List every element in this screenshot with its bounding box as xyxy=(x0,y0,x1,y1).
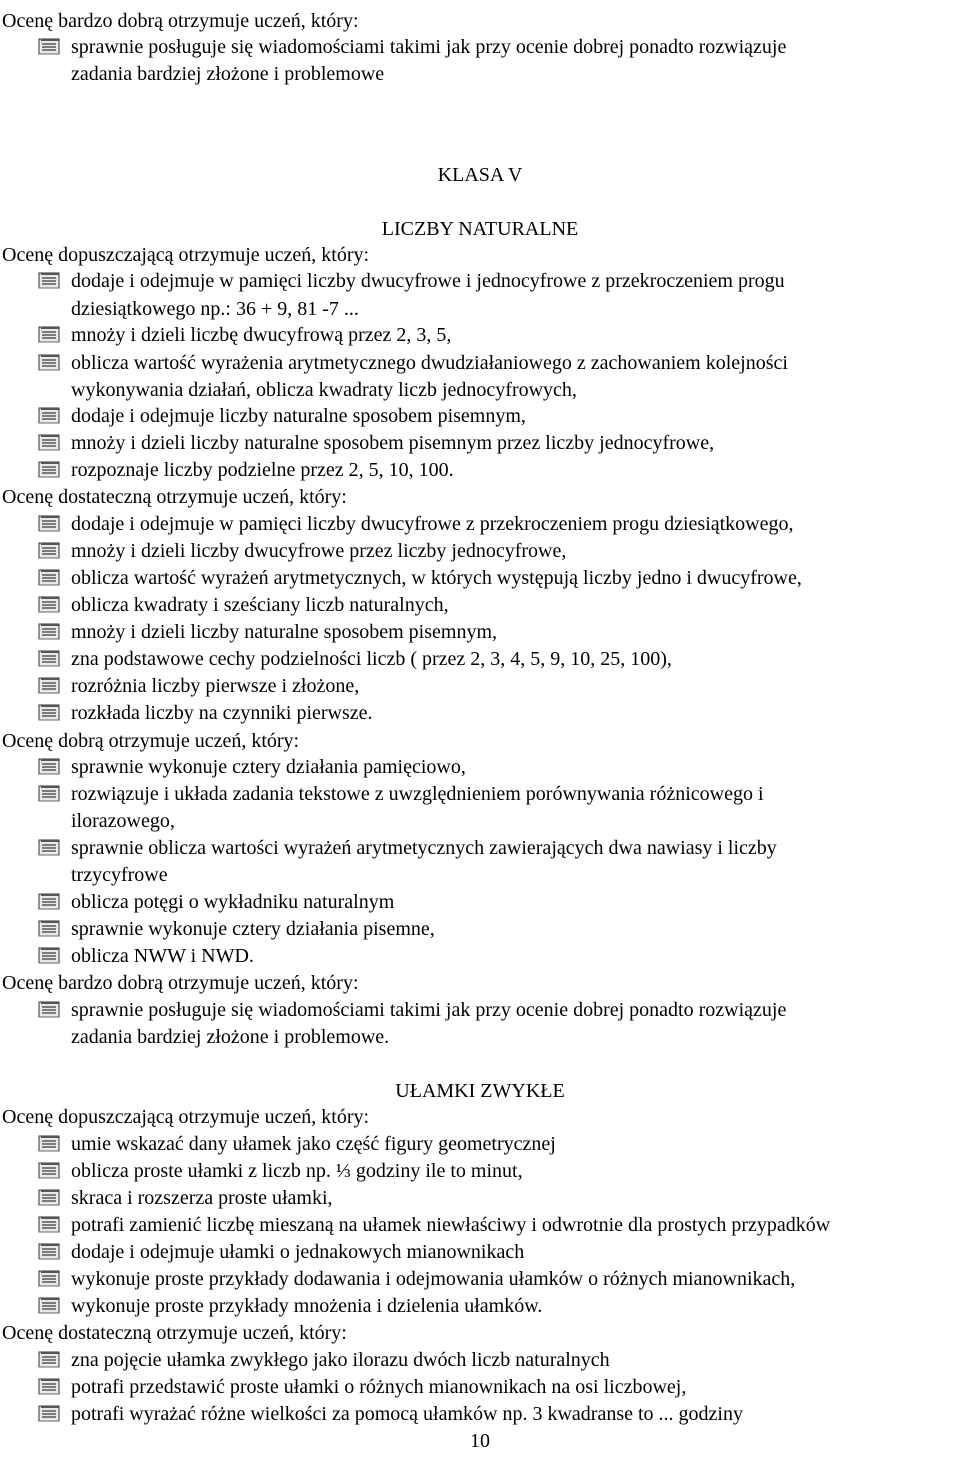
grade-heading: Ocenę bardzo dobrą otrzymuje uczeń, który: xyxy=(2,972,359,994)
notepad-bullet-icon xyxy=(38,677,60,694)
notepad-bullet-icon xyxy=(38,326,60,343)
list-item-text: oblicza potęgi o wykładniku naturalnym xyxy=(71,891,395,913)
list-item-continuation: trzycyfrowe xyxy=(71,864,168,886)
page-number: 10 xyxy=(470,1430,490,1452)
list-item-text: skraca i rozszerza proste ułamki, xyxy=(71,1187,333,1209)
notepad-bullet-icon xyxy=(38,38,60,55)
grade-heading: Ocenę dostateczną otrzymuje uczeń, który: xyxy=(2,1322,347,1344)
list-item-continuation: wykonywania działań, oblicza kwadraty liczb jednocyfrowych, xyxy=(71,379,577,401)
list-item-text: mnoży i dzieli liczby naturalne sposobem pisemnym, xyxy=(71,621,498,643)
list-item-text: umie wskazać dany ułamek jako część figury geometrycznej xyxy=(71,1133,556,1155)
notepad-bullet-icon xyxy=(38,1162,60,1179)
notepad-bullet-icon xyxy=(38,434,60,451)
list-item-text: sprawnie wykonuje cztery działania pamięciowo, xyxy=(71,756,466,778)
grade-heading: Ocenę dobrą otrzymuje uczeń, który: xyxy=(2,730,300,752)
list-item-text: dodaje i odejmuje liczby naturalne sposobem pisemnym, xyxy=(71,405,526,427)
list-item-text: rozróżnia liczby pierwsze i złożone, xyxy=(71,675,360,697)
list-item-text: wykonuje proste przykłady mnożenia i dzielenia ułamków. xyxy=(71,1295,543,1317)
notepad-bullet-icon xyxy=(38,569,60,586)
list-item-continuation: zadania bardziej złożone i problemowe. xyxy=(71,1026,390,1048)
notepad-bullet-icon xyxy=(38,272,60,289)
notepad-bullet-icon xyxy=(38,1001,60,1018)
notepad-bullet-icon xyxy=(38,650,60,667)
list-item-continuation: ilorazowego, xyxy=(71,810,175,832)
list-item-text: oblicza NWW i NWD. xyxy=(71,945,254,967)
list-item-text: potrafi zamienić liczbę mieszaną na ułamek niewłaściwy i odwrotnie dla prostych przypadków xyxy=(71,1214,831,1236)
section-title: UŁAMKI ZWYKŁE xyxy=(395,1080,565,1102)
notepad-bullet-icon xyxy=(38,1378,60,1395)
list-item-text: wykonuje proste przykłady dodawania i odejmowania ułamków o różnych mianownikach, xyxy=(71,1268,796,1290)
notepad-bullet-icon xyxy=(38,407,60,424)
list-item-text: mnoży i dzieli liczby naturalne sposobem pisemnym przez liczby jednocyfrowe, xyxy=(71,432,715,454)
list-item-text: oblicza kwadraty i sześciany liczb naturalnych, xyxy=(71,594,449,616)
list-item-text: potrafi wyrażać różne wielkości za pomocą ułamków np. 3 kwadranse to ... godziny xyxy=(71,1403,743,1425)
notepad-bullet-icon xyxy=(38,461,60,478)
list-item-text: rozpoznaje liczby podzielne przez 2, 5, 10, 100. xyxy=(71,459,454,481)
notepad-bullet-icon xyxy=(38,947,60,964)
notepad-bullet-icon xyxy=(38,1189,60,1206)
list-item-text: potrafi przedstawić proste ułamki o różnych mianownikach na osi liczbowej, xyxy=(71,1376,687,1398)
list-item-text: sprawnie posługuje się wiadomościami takimi jak przy ocenie dobrej ponadto rozwiązuje xyxy=(71,36,787,58)
grade-heading: Ocenę dopuszczającą otrzymuje uczeń, który: xyxy=(2,244,370,266)
notepad-bullet-icon xyxy=(38,1216,60,1233)
notepad-bullet-icon xyxy=(38,515,60,532)
notepad-bullet-icon xyxy=(38,1270,60,1287)
notepad-bullet-icon xyxy=(38,354,60,371)
list-item-text: dodaje i odejmuje w pamięci liczby dwucyfrowe i jednocyfrowe z przekroczeniem progu xyxy=(71,270,785,292)
notepad-bullet-icon xyxy=(38,1405,60,1422)
notepad-bullet-icon xyxy=(38,758,60,775)
notepad-bullet-icon xyxy=(38,1297,60,1314)
list-item-text: sprawnie wykonuje cztery działania pisemne, xyxy=(71,918,435,940)
list-item-text: dodaje i odejmuje w pamięci liczby dwucyfrowe z przekroczeniem progu dziesiątkowego, xyxy=(71,513,794,535)
list-item-text: rozwiązuje i układa zadania tekstowe z uwzględnieniem porównywania różnicowego i xyxy=(71,783,764,805)
notepad-bullet-icon xyxy=(38,596,60,613)
list-item-text: mnoży i dzieli liczbę dwucyfrową przez 2, 3, 5, xyxy=(71,324,452,346)
notepad-bullet-icon xyxy=(38,1351,60,1368)
list-item-text: zna podstawowe cechy podzielności liczb ( przez 2, 3, 4, 5, 9, 10, 25, 100), xyxy=(71,648,672,670)
list-item-text: dodaje i odejmuje ułamki o jednakowych mianownikach xyxy=(71,1241,525,1263)
list-item-text: mnoży i dzieli liczby dwucyfrowe przez liczby jednocyfrowe, xyxy=(71,540,567,562)
grade-heading: Ocenę dopuszczającą otrzymuje uczeń, który: xyxy=(2,1106,370,1128)
grade-heading: Ocenę dostateczną otrzymuje uczeń, który: xyxy=(2,486,347,508)
notepad-bullet-icon xyxy=(38,839,60,856)
list-item-continuation: dziesiątkowego np.: 36 + 9, 81 -7 ... xyxy=(71,298,359,320)
class-title: KLASA V xyxy=(437,164,523,186)
section-title: LICZBY NATURALNE xyxy=(381,218,579,240)
list-item-text: rozkłada liczby na czynniki pierwsze. xyxy=(71,702,373,724)
list-item-text: sprawnie posługuje się wiadomościami takimi jak przy ocenie dobrej ponadto rozwiązuje xyxy=(71,999,787,1021)
grade-heading: Ocenę bardzo dobrą otrzymuje uczeń, który: xyxy=(2,10,359,32)
notepad-bullet-icon xyxy=(38,785,60,802)
list-item-text: zna pojęcie ułamka zwykłego jako ilorazu dwóch liczb naturalnych xyxy=(71,1349,610,1371)
notepad-bullet-icon xyxy=(38,542,60,559)
notepad-bullet-icon xyxy=(38,623,60,640)
notepad-bullet-icon xyxy=(38,704,60,721)
notepad-bullet-icon xyxy=(38,1135,60,1152)
list-item-text: oblicza proste ułamki z liczb np. ⅓ godziny ile to minut, xyxy=(71,1160,523,1182)
notepad-bullet-icon xyxy=(38,893,60,910)
notepad-bullet-icon xyxy=(38,1243,60,1260)
list-item-continuation: zadania bardziej złożone i problemowe xyxy=(71,63,385,85)
list-item-text: sprawnie oblicza wartości wyrażeń arytmetycznych zawierających dwa nawiasy i liczby xyxy=(71,837,777,859)
list-item-text: oblicza wartość wyrażeń arytmetycznych, w których występują liczby jedno i dwucyfrowe, xyxy=(71,567,802,589)
list-item-text: oblicza wartość wyrażenia arytmetycznego dwudziałaniowego z zachowaniem kolejności xyxy=(71,352,788,374)
notepad-bullet-icon xyxy=(38,920,60,937)
